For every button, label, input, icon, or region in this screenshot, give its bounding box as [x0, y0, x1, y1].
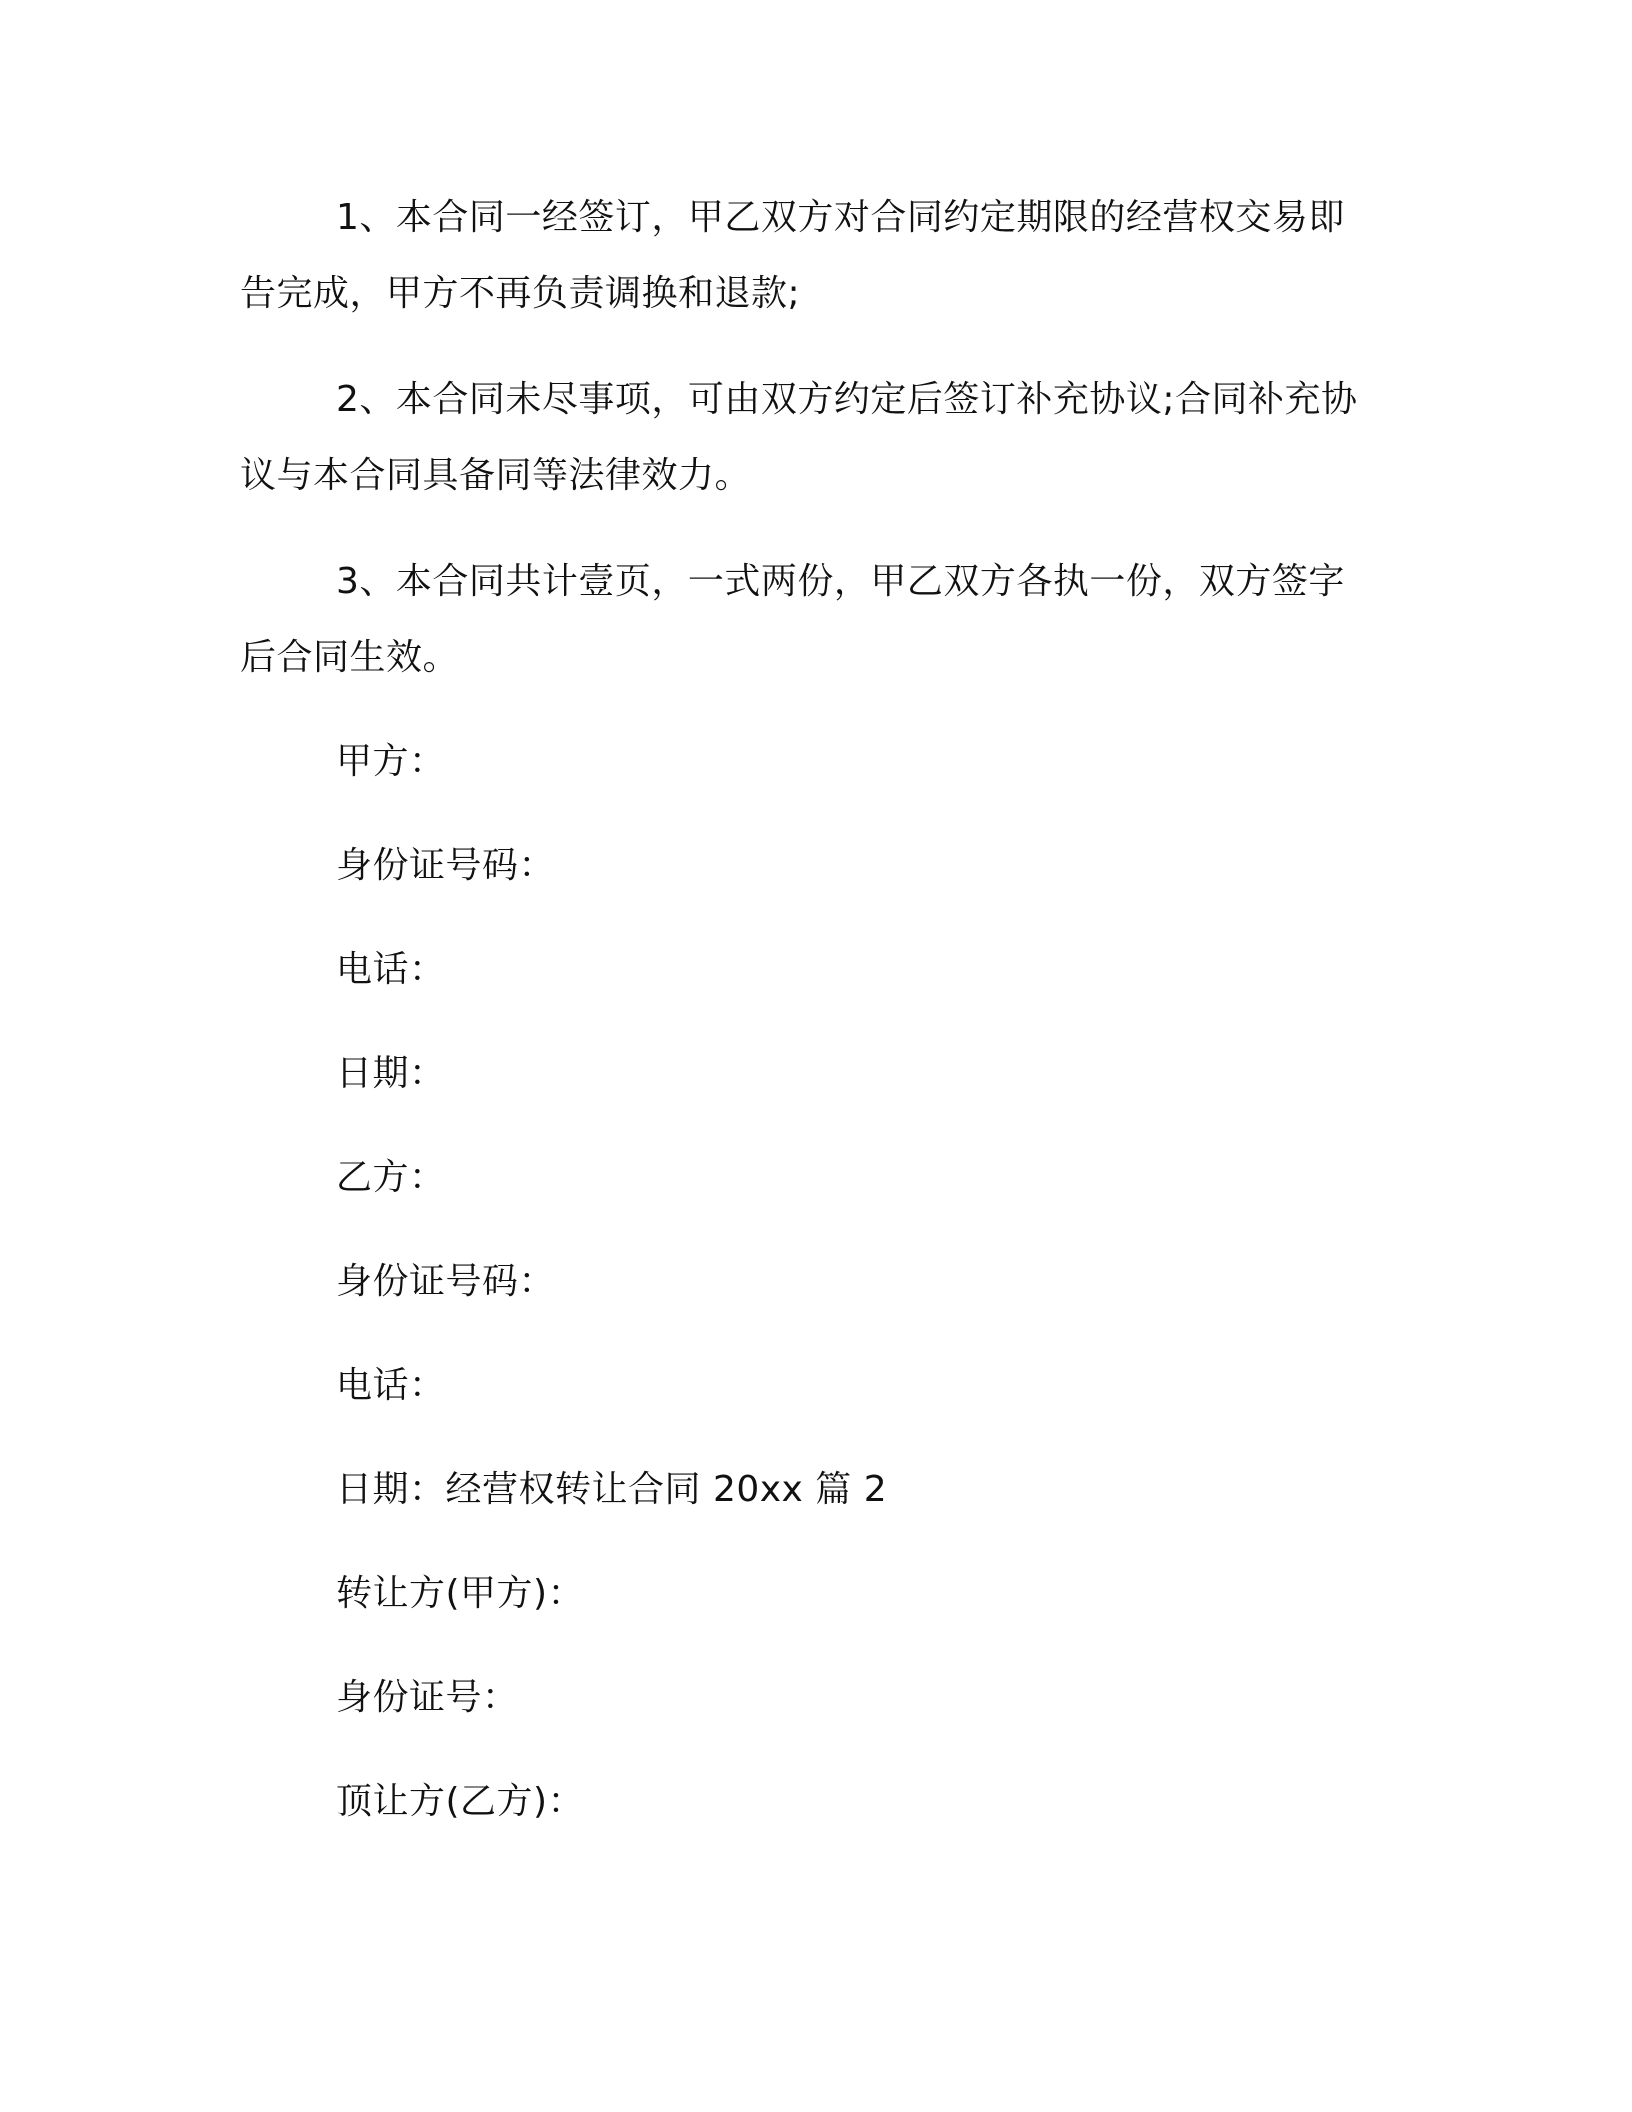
party-a-phone-label: 电话： — [336, 949, 446, 990]
party-a-id-label: 身份证号码： — [336, 845, 556, 886]
clause-3: 3、本合同共计壹页，一式两份，甲乙双方各执一份，双方签字后合同生效。 — [240, 561, 1345, 678]
transferee-label: 顶让方(乙方)： — [336, 1781, 585, 1822]
party-b-id-label: 身份证号码： — [336, 1261, 556, 1302]
party-b-label: 乙方： — [336, 1157, 446, 1198]
transferor-label: 转让方(甲方)： — [336, 1573, 585, 1614]
party-b-date-line: 日期：经营权转让合同 20xx 篇 2 — [336, 1469, 888, 1510]
party-a-date-label: 日期： — [336, 1053, 446, 1094]
party-a-label: 甲方： — [336, 741, 446, 782]
clause-2: 2、本合同未尽事项，可由双方约定后签订补充协议;合同补充协议与本合同具备同等法律效力。 — [240, 379, 1358, 496]
party-b-phone-label: 电话： — [336, 1365, 446, 1406]
transferor-id-label: 身份证号： — [336, 1677, 519, 1718]
clause-1: 1、本合同一经签订，甲乙双方对合同约定期限的经营权交易即告完成，甲方不再负责调换和退款; — [240, 197, 1345, 314]
